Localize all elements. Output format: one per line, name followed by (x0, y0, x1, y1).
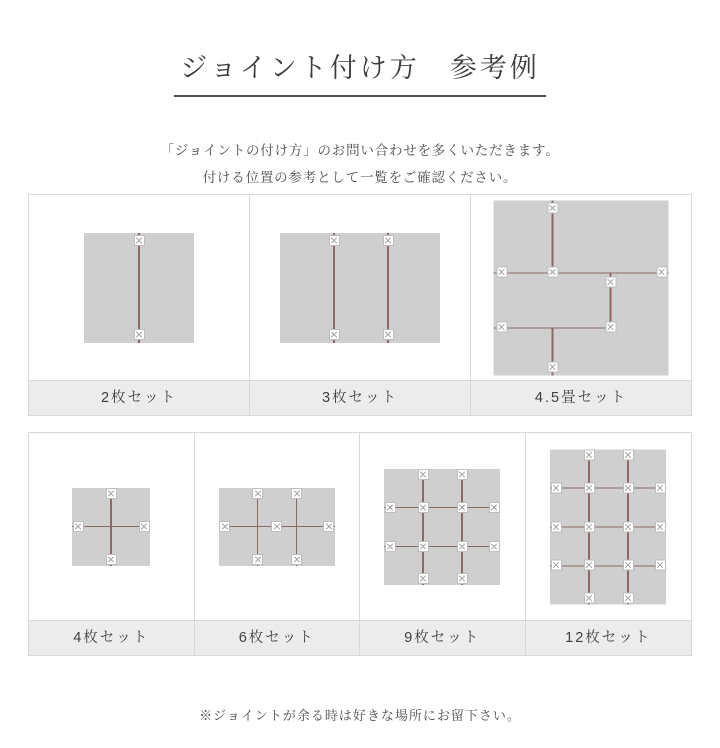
joint-marker (584, 522, 595, 533)
joint-marker (418, 541, 429, 552)
mat-diagram-set-45 (494, 200, 669, 375)
joint-marker (271, 521, 282, 532)
joint-marker (219, 521, 230, 532)
mat-diagram-set-4 (72, 488, 150, 566)
seam-horizontal (550, 526, 666, 528)
seam-vertical (461, 469, 463, 585)
example-cell-set-12 (526, 433, 692, 655)
mat-diagram-set-2 (84, 233, 194, 343)
joint-marker (489, 502, 500, 513)
joint-marker (139, 521, 150, 532)
joint-marker (106, 554, 117, 565)
joint-marker (551, 560, 562, 571)
joint-marker (655, 560, 666, 571)
examples-row-2 (28, 432, 692, 656)
example-label-set-12: 12枚セット (526, 620, 692, 655)
lead-line-1: 「ジョイントの付け方」のお問い合わせを多くいただきます。 (160, 143, 560, 159)
page-root (0, 28, 720, 748)
joint-marker (623, 593, 634, 604)
joint-marker (134, 235, 145, 246)
example-label-set-3: 3枚セット (250, 380, 470, 415)
joint-marker (383, 329, 394, 340)
seam-horizontal (550, 565, 666, 567)
mat-area (219, 488, 335, 566)
joint-marker (457, 573, 468, 584)
joint-marker (291, 488, 302, 499)
example-cell-set-6 (195, 433, 361, 655)
seam-vertical (387, 233, 389, 343)
joint-marker (623, 522, 634, 533)
example-stage-set-4 (29, 433, 194, 620)
joint-marker (655, 483, 666, 494)
mat-area (84, 233, 194, 343)
joint-marker (383, 235, 394, 246)
example-stage-set-6 (195, 433, 360, 620)
joint-marker (623, 483, 634, 494)
joint-marker (605, 322, 616, 333)
example-label-set-9: 9枚セット (360, 620, 525, 655)
example-label-set-6: 6枚セット (195, 620, 360, 655)
mat-diagram-set-9 (384, 469, 500, 585)
example-label-set-45: 4.5畳セット (471, 380, 691, 415)
lead-line-2: 付ける位置の参考として一覧をご確認ください。 (202, 170, 518, 186)
joint-marker (457, 541, 468, 552)
joint-marker (418, 469, 429, 480)
seam-horizontal (384, 546, 500, 548)
mat-area (550, 449, 666, 604)
joint-marker (655, 522, 666, 533)
joint-marker (551, 483, 562, 494)
joint-marker (496, 267, 507, 278)
seam-horizontal (384, 507, 500, 509)
mat-area (384, 469, 500, 585)
joint-marker (73, 521, 84, 532)
example-stage-set-3 (250, 195, 470, 380)
joint-marker (547, 267, 558, 278)
mat-area (494, 200, 669, 375)
example-cell-set-2 (29, 195, 250, 415)
joint-marker (418, 502, 429, 513)
joint-marker (547, 203, 558, 214)
joint-marker (623, 450, 634, 461)
mat-area (280, 233, 440, 343)
example-label-set-4: 4枚セット (29, 620, 194, 655)
footer-note: ※ジョイントが余る時は好きな場所にお留下さい。 (199, 708, 521, 723)
example-cell-set-45 (471, 195, 691, 415)
joint-marker (584, 483, 595, 494)
joint-marker (385, 502, 396, 513)
example-stage-set-12 (526, 433, 692, 620)
mat-area (72, 488, 150, 566)
joint-marker (291, 554, 302, 565)
joint-marker (457, 469, 468, 480)
joint-marker (489, 541, 500, 552)
mat-diagram-set-3 (280, 233, 440, 343)
joint-marker (457, 502, 468, 513)
joint-marker (584, 450, 595, 461)
joint-marker (385, 541, 396, 552)
seam-vertical (333, 233, 335, 343)
joint-marker (605, 277, 616, 288)
example-stage-set-2 (29, 195, 249, 380)
joint-marker (252, 554, 263, 565)
seam-vertical (138, 233, 140, 343)
joint-marker (329, 235, 340, 246)
joint-marker (584, 560, 595, 571)
joint-marker (547, 362, 558, 373)
joint-marker (252, 488, 263, 499)
seam-horizontal (550, 487, 666, 489)
seam-horizontal (494, 272, 669, 274)
seam-vertical (422, 469, 424, 585)
examples-grid (28, 194, 692, 656)
page-title-wrap (0, 28, 720, 115)
example-label-set-2: 2枚セット (29, 380, 249, 415)
joint-marker (623, 560, 634, 571)
examples-row-1 (28, 194, 692, 416)
lead-text (0, 137, 720, 191)
mat-diagram-set-6 (219, 488, 335, 566)
example-cell-set-3 (250, 195, 471, 415)
joint-marker (134, 329, 145, 340)
joint-marker (496, 322, 507, 333)
example-cell-set-4 (29, 433, 195, 655)
example-cell-set-9 (360, 433, 526, 655)
mat-diagram-set-12 (550, 449, 666, 604)
joint-marker (551, 522, 562, 533)
joint-marker (418, 573, 429, 584)
joint-marker (106, 488, 117, 499)
example-stage-set-9 (360, 433, 525, 620)
page-title: ジョイント付け方 参考例 (174, 46, 545, 97)
joint-marker (323, 521, 334, 532)
joint-marker (656, 267, 667, 278)
example-stage-set-45 (471, 195, 691, 380)
joint-marker (329, 329, 340, 340)
joint-marker (584, 593, 595, 604)
